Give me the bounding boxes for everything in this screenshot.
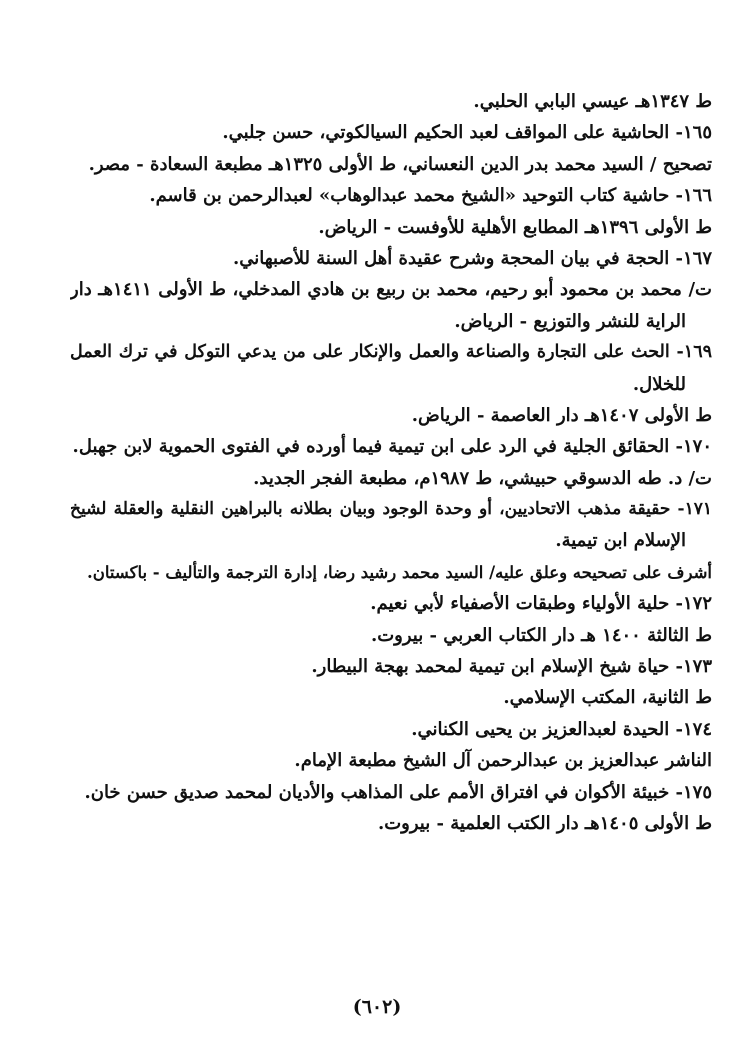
text-line: ت/ محمد بن محمود أبو رحيم، محمد بن ربيع بن هادي المدخلي، ط الأولى ١٤١١هـ دار [70,279,712,301]
entry-heading: ١٧٤- الحيدة لعبدالعزيز بن يحيى الكناني. [411,718,712,740]
text-line: ت/ د. طه الدسوقي حبيشي، ط ١٩٨٧م، مطبعة الفجر الجديد. [253,467,712,489]
entry-heading: ١٦٩- الحث على التجارة والصناعة والعمل والإنكار على من يدعي التوكل في ترك العمل [70,342,712,363]
text-line: تصحيح / السيد محمد بدر الدين النعساني، ط الأولى ١٣٢٥هـ مطبعة السعادة - مصر. [88,153,712,175]
text-line: ط الأولى ١٣٩٦هـ المطابع الأهلية للأوفست - الرياض. [318,216,712,238]
entry-heading: ١٦٧- الحجة في بيان المحجة وشرح عقيدة أهل السنة للأصبهاني. [232,247,712,269]
text-line: ط الأولى ١٤٠٧هـ دار العاصمة - الرياض. [411,404,712,426]
page-number: (٦٠٢) [352,996,402,1018]
text-line-continuation: الإسلام ابن تيمية. [555,530,686,552]
entry-heading: ١٦٦- حاشية كتاب التوحيد «الشيخ محمد عبدالوهاب» لعبدالرحمن بن قاسم. [149,185,712,207]
text-line: ط الأولى ١٤٠٥هـ دار الكتب العلمية - بيروت. [377,812,712,834]
entry-heading: ١٧٢- حلية الأولياء وطبقات الأصفياء لأبي نعيم. [370,593,712,615]
text-line: ط ١٣٤٧هـ عيسي البابي الحلبي. [473,91,712,112]
entry-heading: ١٧٥- خبيئة الأكوان في افتراق الأمم على المذاهب والأديان لمحمد صديق حسن خان. [84,781,712,803]
page-body [70,86,712,839]
text-line-continuation: الراية للنشر والتوزيع - الرياض. [454,310,686,332]
text-line: أشرف على تصحيحه وعلق عليه/ السيد محمد رشيد رضا، إدارة الترجمة والتأليف - باكستان. [87,562,712,582]
entry-heading: ١٧١- حقيقة مذهب الاتحاديين، أو وحدة الوجود وبيان بطلانه بالبراهين النقلية والعقلة لشيخ [70,499,712,520]
text-line: الناشر عبدالعزيز بن عبدالرحمن آل الشيخ مطبعة الإمام. [294,750,712,772]
entry-heading: ١٧٣- حياة شيخ الإسلام ابن تيمية لمحمد بهجة البيطار. [311,656,712,678]
entry-heading: ١٧٠- الحقائق الجلية في الرد على ابن تيمية فيما أورده في الفتوى الحموية لابن جهبل. [72,436,712,458]
text-line-continuation: للخلال. [632,373,686,395]
text-line: ط الثانية، المكتب الإسلامي. [503,687,712,709]
text-line: ط الثالثة ١٤٠٠ هـ دار الكتاب العربي - بيروت. [370,624,712,646]
entry-heading: ١٦٥- الحاشية على المواقف لعبد الحكيم السيالكوتي، حسن جلبي. [222,122,712,144]
